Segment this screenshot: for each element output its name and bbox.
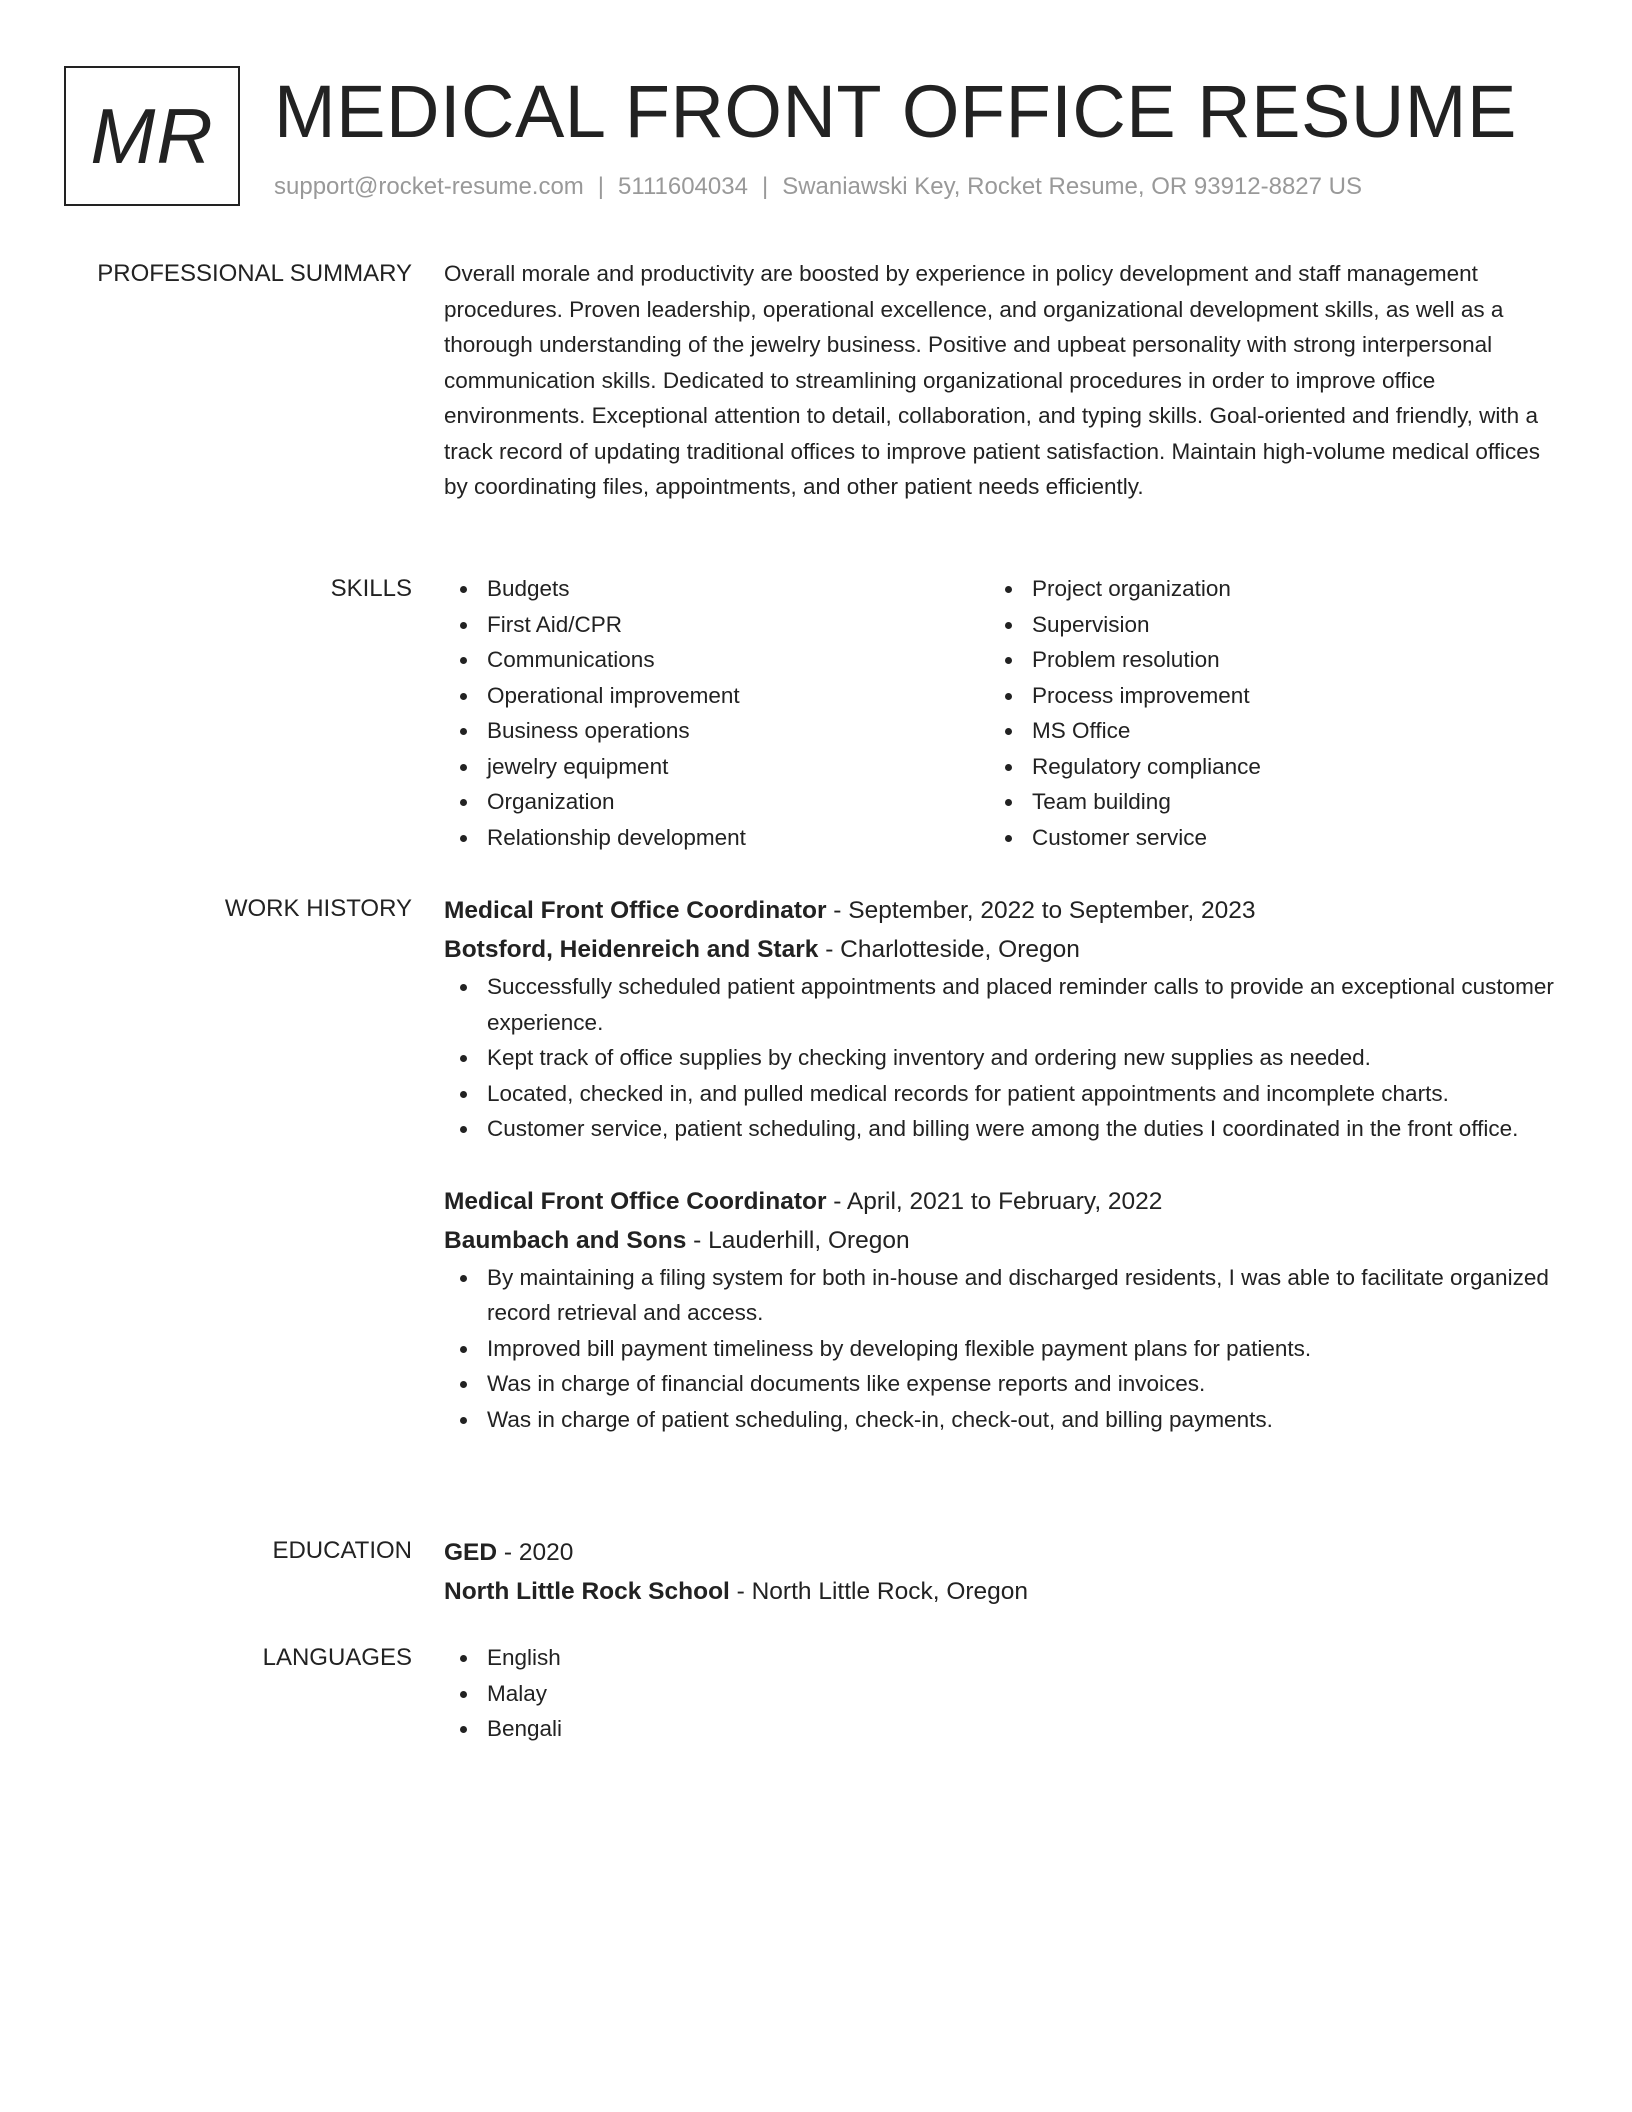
summary-body xyxy=(444,256,1554,505)
job-company: Baumbach and Sons xyxy=(444,1226,687,1254)
contact-separator: | xyxy=(761,173,769,200)
education-body xyxy=(444,1533,1554,1611)
language-item: Bengali xyxy=(444,1711,1554,1747)
contact-email: support@rocket-resume.com xyxy=(274,173,584,200)
skill-item: Communications xyxy=(444,642,989,678)
job-duties-list xyxy=(444,1260,1554,1438)
job-duty: Located, checked in, and pulled medical records for patient appointments and incomplete charts. xyxy=(444,1076,1554,1112)
job-dates: - September, 2022 to September, 2023 xyxy=(826,897,1256,924)
section-label-work-history: WORK HISTORY xyxy=(224,895,412,922)
job-location: - Charlotteside, Oregon xyxy=(818,936,1080,963)
job-company-line xyxy=(444,1221,1554,1260)
education-degree: GED xyxy=(444,1539,498,1566)
skills-list-right xyxy=(989,571,1534,855)
education-location: - North Little Rock, Oregon xyxy=(729,1578,1029,1605)
skill-item: jewelry equipment xyxy=(444,749,989,785)
job-entry xyxy=(444,891,1554,1147)
languages-list xyxy=(444,1640,1554,1747)
skill-item: Operational improvement xyxy=(444,678,989,714)
resume-header xyxy=(64,66,1604,210)
summary-text: Overall morale and productivity are boosted by experience in policy development and staff management procedures. Proven leadership, operational excellence, and organizational development skills, as well as a thorough understanding of the jewelry business. Positive and upbeat personality with strong interpersonal communication skills. Dedicated to streamlining organizational procedures in order to improve office environments. Exceptional attention to detail, collaboration, and typing skills. Goal-oriented and friendly, with a track record of updating traditional offices to improve patient satisfaction. Maintain high-volume medical offices by coordinating files, appointments, and other patient needs efficiently. xyxy=(444,261,1540,499)
job-company-line xyxy=(444,930,1554,969)
job-title: Medical Front Office Coordinator xyxy=(444,897,827,924)
skill-item: Process improvement xyxy=(989,678,1534,714)
skill-item: First Aid/CPR xyxy=(444,607,989,643)
job-title-line xyxy=(444,891,1554,930)
monogram-logo: MR xyxy=(64,66,240,206)
education-degree-line xyxy=(444,1533,1554,1572)
resume-title: MEDICAL FRONT OFFICE RESUME xyxy=(274,70,1517,153)
skill-item: Problem resolution xyxy=(989,642,1534,678)
contact-line xyxy=(274,170,1362,204)
skill-item: Budgets xyxy=(444,571,989,607)
job-duty: Was in charge of patient scheduling, check-in, check-out, and billing payments. xyxy=(444,1402,1554,1438)
languages-body xyxy=(444,1640,1554,1747)
skill-item: Regulatory compliance xyxy=(989,749,1534,785)
skill-item: Relationship development xyxy=(444,820,989,856)
job-location: - Lauderhill, Oregon xyxy=(686,1226,910,1254)
job-duty: Customer service, patient scheduling, and billing were among the duties I coordinated in the front office. xyxy=(444,1111,1554,1147)
skill-item: MS Office xyxy=(989,713,1534,749)
contact-phone: 5111604034 xyxy=(618,173,748,200)
language-item: Malay xyxy=(444,1676,1554,1712)
section-label-languages: LANGUAGES xyxy=(262,1644,412,1671)
skills-grid xyxy=(444,571,1554,855)
skill-item: Team building xyxy=(989,784,1534,820)
job-duty: By maintaining a filing system for both in-house and discharged residents, I was able to facilitate organized record retrieval and access. xyxy=(444,1260,1554,1331)
contact-separator: | xyxy=(597,173,605,200)
contact-address: Swaniawski Key, Rocket Resume, OR 93912-8827 US xyxy=(782,173,1363,200)
skills-list-left xyxy=(444,571,989,855)
skill-item: Customer service xyxy=(989,820,1534,856)
work-history-section xyxy=(64,891,1564,1521)
job-dates: - April, 2021 to February, 2022 xyxy=(826,1187,1163,1215)
job-duty: Kept track of office supplies by checking inventory and ordering new supplies as needed. xyxy=(444,1040,1554,1076)
work-history-body xyxy=(444,891,1554,1437)
summary-section xyxy=(64,256,1564,546)
job-duty: Was in charge of financial documents like expense reports and invoices. xyxy=(444,1366,1554,1402)
job-company: Botsford, Heidenreich and Stark xyxy=(444,936,819,963)
section-label-summary: PROFESSIONAL SUMMARY xyxy=(97,260,412,287)
job-duties-list xyxy=(444,969,1554,1147)
job-title-line xyxy=(444,1182,1554,1221)
education-school-line xyxy=(444,1572,1554,1611)
skill-item: Business operations xyxy=(444,713,989,749)
skills-body xyxy=(444,571,1554,855)
section-label-education: EDUCATION xyxy=(272,1537,412,1564)
language-item: English xyxy=(444,1640,1554,1676)
job-duty: Successfully scheduled patient appointments and placed reminder calls to provide an exceptional customer experience. xyxy=(444,969,1554,1040)
section-label-skills: SKILLS xyxy=(330,575,412,602)
skill-item: Organization xyxy=(444,784,989,820)
job-entry xyxy=(444,1182,1554,1438)
education-section xyxy=(64,1533,1564,1623)
education-school: North Little Rock School xyxy=(444,1578,730,1605)
languages-section xyxy=(64,1640,1564,1760)
education-year: - 2020 xyxy=(497,1539,574,1566)
skills-section xyxy=(64,571,1564,871)
skill-item: Project organization xyxy=(989,571,1534,607)
job-title: Medical Front Office Coordinator xyxy=(444,1187,827,1215)
skill-item: Supervision xyxy=(989,607,1534,643)
job-duty: Improved bill payment timeliness by developing flexible payment plans for patients. xyxy=(444,1331,1554,1367)
